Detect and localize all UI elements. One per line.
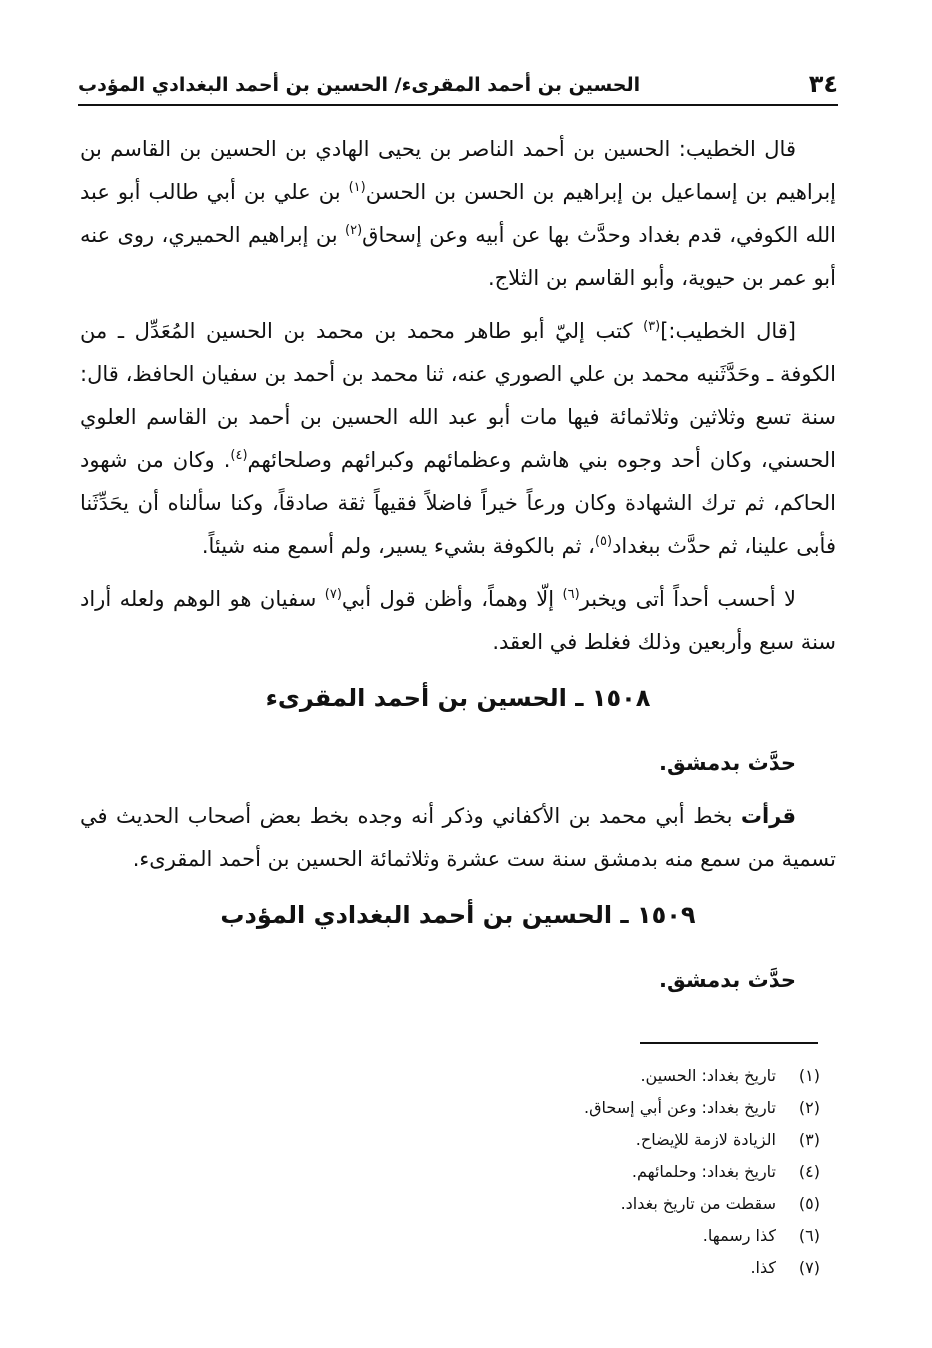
text-segment: بن علي بن أبي طالب أبو عبد الله الكوفي، قدم بغداد وحدَّث بها عن أبيه وعن إسحاق: [80, 180, 837, 247]
footnote-text: كذا.: [750, 1258, 776, 1277]
footnote-text: كذا رسمها.: [702, 1226, 776, 1245]
running-title: الحسين بن أحمد المقرىء/ الحسين بن أحمد البغدادي المؤدب: [78, 74, 641, 96]
footnote-4: [300, 1162, 820, 1194]
footnote-ref-6: (٦): [562, 587, 580, 602]
text-segment: حدَّث بدمشق.: [659, 751, 796, 775]
entry-heading-1508: ١٥٠٨ ـ الحسين بن أحمد المقرىء: [265, 684, 651, 712]
paragraph-al-khatib-narration: [80, 310, 836, 568]
footnote-5: [300, 1194, 820, 1226]
footnote-text: تاريخ بغداد: الحسين.: [640, 1066, 776, 1085]
text-segment: بخط أبي محمد بن الأكفاني وذكر أنه وجده بخط بعض أصحاب الحديث في تسمية من سمع منه بدمشق سنة ست عشرة وثلاثمائة الحسين بن أحمد المقرىء.: [80, 804, 836, 871]
footnote-number: (٥): [798, 1194, 820, 1213]
text-segment: [قال الخطيب:]: [660, 319, 796, 343]
text-segment: حدَّث بدمشق.: [659, 968, 796, 992]
text-segment: لا أحسب أحداً أتى ويخبر: [579, 587, 796, 611]
entry-heading-1509: ١٥٠٩ ـ الحسين بن أحمد البغدادي المؤدب: [220, 901, 696, 929]
footnote-number: (٦): [798, 1226, 820, 1245]
page-header: [78, 60, 838, 106]
footnote-2: [300, 1098, 820, 1130]
text-segment: سفيان هو الوهم ولعله أراد سنة سبع وأربعين وذلك فغلط في العقد.: [80, 587, 836, 654]
footnote-ref-1: (١): [348, 180, 366, 195]
text-segment: . وكان من شهود الحاكم، ثم ترك الشهادة وكان ورعاً خيراً فاضلاً فقيهاً ثقة صادقاً، وكنا سألناه أن يحَدِّثَنا فأبى علينا، ثم حدَّث ببغداد: [80, 448, 836, 558]
footnote-text: تاريخ بغداد: وعن أبي إسحاق.: [584, 1098, 776, 1117]
paragraph-al-khatib-lineage: [80, 128, 836, 300]
footnote-ref-7: (٧): [324, 587, 342, 602]
paragraph-comment: [80, 578, 836, 664]
entry-1509-hadath: [80, 959, 836, 1002]
footnote-text: سقطت من تاريخ بغداد.: [620, 1194, 776, 1213]
footnote-ref-3: (٣): [643, 319, 661, 334]
footnote-divider: [640, 1042, 818, 1044]
footnote-text: تاريخ بغداد: وحلمائهم.: [631, 1162, 776, 1181]
footnote-number: (١): [798, 1066, 820, 1085]
entry-1508-hadath: [80, 742, 836, 785]
text-segment-lead: قرأت: [740, 804, 796, 828]
entry-1508-qara: [80, 795, 836, 881]
footnote-3: [300, 1130, 820, 1162]
footnote-ref-5: (٥): [594, 534, 613, 549]
page-number: ٣٤: [808, 70, 838, 98]
footnote-text: الزيادة لازمة للإيضاح.: [635, 1130, 776, 1149]
text-segment: كتب إليّ أبو طاهر محمد بن محمد بن الحسين المُعَدِّل ـ من الكوفة ـ وحَدَّثَنيه محمد بن علي الصوري عنه، ثنا محمد بن أحمد بن سفيان الحافظ، قال: سنة تسع وثلاثين وثلاثمائة فيها مات أبو عبد الله الحسين بن أحمد بن القاسم العلوي الحسني، وكان أحد وجوه بني هاشم وعظمائهم وكبرائهم وصلحائهم: [80, 319, 836, 472]
footnote-number: (٢): [798, 1098, 820, 1117]
text-segment: ، ثم بالكوفة بشيء يسير، ولم أسمع منه شيئاً.: [201, 534, 595, 558]
footnote-1: [300, 1066, 820, 1098]
footnote-ref-4: (٤): [230, 448, 248, 463]
text-segment: قال الخطيب: الحسين بن أحمد الناصر بن يحيى الهادي بن الحسين بن القاسم بن إبراهيم بن إسماعيل بن إبراهيم بن الحسن بن الحسن: [80, 137, 836, 204]
footnotes: [300, 1066, 820, 1290]
footnote-number: (٧): [798, 1258, 820, 1277]
text-segment: بن إبراهيم الحميري، روى عنه أبو عمر بن حيوية، وأبو القاسم بن الثلاج.: [80, 223, 836, 290]
footnote-7: [300, 1258, 820, 1290]
footnote-number: (٣): [798, 1130, 820, 1149]
footnote-6: [300, 1226, 820, 1258]
main-text: [80, 128, 836, 1012]
footnote-number: (٤): [798, 1162, 820, 1181]
text-segment: إلّا وهماً، وأظن قول أبي: [341, 587, 563, 611]
footnote-ref-2: (٢): [345, 223, 363, 238]
